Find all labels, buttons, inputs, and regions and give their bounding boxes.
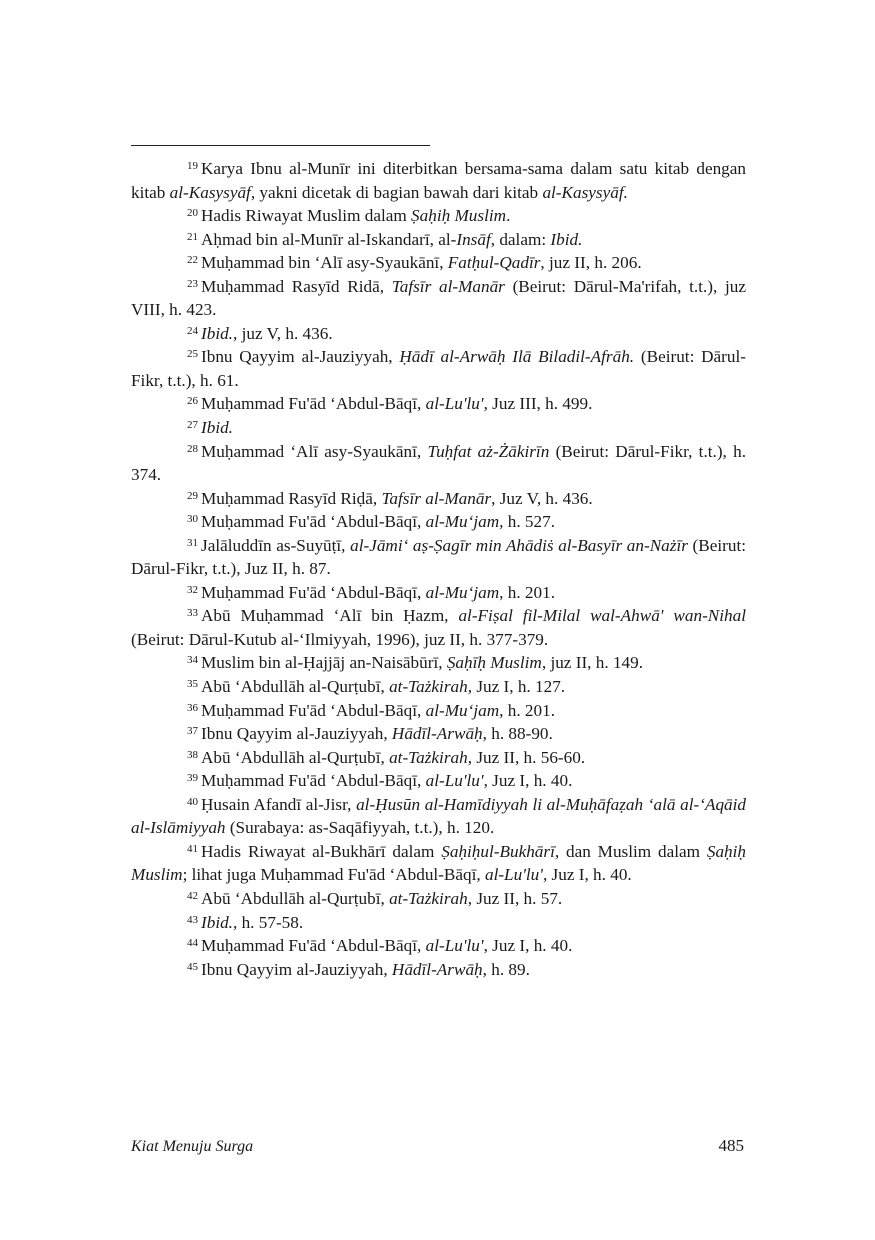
footnote-27 — [131, 416, 746, 440]
footnote-19 — [131, 157, 746, 204]
footnote-number: 33 — [187, 607, 198, 620]
footnote-number: 25 — [187, 348, 198, 361]
footnote-text: Muḥammad Fu'ād ‘Abdul-Bāqī, — [201, 700, 426, 720]
footnote-number: 27 — [187, 419, 198, 432]
footnote-42 — [131, 887, 746, 911]
footnote-28 — [131, 440, 746, 487]
footnote-title-italic: Tuḥfat aż-Żākirīn — [427, 441, 550, 461]
footnote-text: (Beirut: Dārul-Fikr, t.t.), h. 61. — [131, 347, 746, 390]
footnote-number: 37 — [187, 725, 198, 738]
footnote-text: , juz V, h. 436. — [232, 323, 333, 343]
footnote-text: Abū Muḥammad ‘Alī bin Ḥazm, — [201, 606, 459, 626]
footnote-text: (Beirut: Dārul-Ma'rifah, t.t.), juz VIII, h. 423. — [131, 276, 746, 320]
footnote-number: 36 — [187, 701, 198, 714]
footnote-25 — [131, 345, 746, 392]
footnote-number: 20 — [187, 207, 198, 220]
footnote-title-italic: Ibid. — [201, 323, 233, 343]
footnote-text: , Juz I, h. 40. — [542, 865, 632, 885]
footnote-title-italic: al-Ḥusūn al-Hamīdiyyah li al-Muḥāfaẓah ‘alā al-‘Aqāid al-Islāmiyyah — [131, 794, 746, 838]
footnote-text: Muḥammad Rasyīd Ridā, — [201, 276, 392, 296]
footnote-title-italic: Ibid. — [550, 229, 583, 249]
footnote-text: Muḥammad Fu'ād ‘Abdul-Bāqī, — [201, 394, 426, 414]
footnote-title-italic: al-Jāmi‘ aṣ-Ṣagīr min Ahādiṡ al-Basyīr an-Nażīr — [350, 535, 688, 555]
footnote-text: , Juz I, h. 127. — [467, 677, 566, 697]
footnote-text: , dan Muslim dalam — [554, 841, 707, 861]
footnote-number: 31 — [187, 536, 198, 549]
footnote-text: , Juz I, h. 40. — [483, 936, 573, 956]
footnote-text: , juz II, h. 206. — [540, 253, 642, 273]
footnote-title-italic: Tafsīr al-Manār — [381, 488, 492, 508]
footnote-text: Ḥusain Afandī al-Jisr, — [201, 794, 357, 814]
footnote-title-italic: Hādīl-Arwāḥ — [391, 959, 483, 979]
footnote-text: Muḥammad bin ‘Alī asy-Syaukānī, — [201, 253, 448, 273]
footnote-text: Muḥammad Fu'ād ‘Abdul-Bāqī, — [201, 582, 426, 602]
footnote-45 — [131, 958, 746, 982]
footnote-text: , juz II, h. 149. — [541, 653, 644, 673]
footnote-text: , dalam: — [490, 229, 551, 249]
footnote-41 — [131, 840, 746, 887]
footnote-title-italic: al-Lu'lu' — [484, 865, 543, 885]
footnote-number: 29 — [187, 489, 198, 502]
footnote-text: , h. 201. — [499, 700, 555, 720]
footnote-text: Muḥammad Rasyīd Riḍā, — [201, 488, 382, 508]
footnote-number: 24 — [187, 324, 198, 337]
footnote-40 — [131, 793, 746, 840]
footnote-text: , Juz II, h. 57. — [467, 888, 563, 908]
footnote-text: Aḥmad bin al-Munīr al-Iskandarī, al- — [201, 229, 457, 249]
footnote-29 — [131, 487, 746, 511]
footnote-title-italic: Ibid. — [201, 418, 233, 438]
footnote-text: , Juz III, h. 499. — [483, 394, 593, 414]
footnote-title-italic: al-Mu‘jam — [425, 582, 500, 602]
footnote-number: 32 — [187, 583, 198, 596]
footnote-24 — [131, 322, 746, 346]
footnote-number: 28 — [187, 442, 198, 455]
footnote-31 — [131, 534, 746, 581]
footnote-title-italic: Insāf — [456, 229, 491, 249]
footnote-43 — [131, 911, 746, 935]
footnote-text: yakni dicetak di bagian bawah dari kitab — [255, 182, 543, 202]
footnote-text: Ibnu Qayyim al-Jauziyyah, — [201, 724, 392, 744]
footnote-text: Ibnu Qayyim al-Jauziyyah, — [201, 959, 392, 979]
footnote-text: Abū ‘Abdullāh al-Qurṭubī, — [201, 677, 390, 697]
footnote-number: 35 — [187, 678, 198, 691]
footnote-text: , h. 89. — [482, 959, 530, 979]
footnote-number: 45 — [187, 960, 198, 973]
footnote-26 — [131, 392, 746, 416]
footnote-number: 34 — [187, 654, 198, 667]
footnote-number: 44 — [187, 937, 198, 950]
footnote-title-italic: al-Mu‘jam — [425, 700, 500, 720]
footnote-separator — [131, 145, 430, 146]
footnote-text: Muḥammad ‘Alī asy-Syaukānī, — [201, 441, 428, 461]
footnote-title-italic: at-Tażkirah — [389, 747, 468, 767]
footnote-text: Muḥammad Fu'ād ‘Abdul-Bāqī, — [201, 936, 426, 956]
footnote-text: (Surabaya: as-Saqāfiyyah, t.t.), h. 120. — [225, 818, 495, 838]
footnote-title-italic: Ṣaḥiḥ Muslim — [411, 206, 507, 226]
footnote-36 — [131, 699, 746, 723]
footnote-20 — [131, 204, 746, 228]
footnote-number: 39 — [187, 772, 198, 785]
footnotes-list — [131, 157, 746, 981]
footnote-text: Jalāluddīn as-Suyūṭī, — [201, 535, 351, 555]
footnote-number: 40 — [187, 795, 198, 808]
footnote-text: , Juz V, h. 436. — [491, 488, 593, 508]
footnote-37 — [131, 722, 746, 746]
footnote-text: Ibnu Qayyim al-Jauziyyah, — [201, 347, 400, 367]
footnote-text: Muḥammad Fu'ād ‘Abdul-Bāqī, — [201, 771, 426, 791]
footnote-23 — [131, 275, 746, 322]
footnote-text: , h. 201. — [499, 582, 555, 602]
footnote-text: , h. 88-90. — [482, 724, 553, 744]
footnote-title-italic: al-Lu'lu' — [425, 771, 484, 791]
footnote-title-italic: Ṣaḥīḥ Muslim — [446, 653, 542, 673]
footnote-title-italic: Ṣaḥiḥ Muslim — [131, 841, 746, 885]
footnote-text: Abū ‘Abdullāh al-Qurṭubī, — [201, 888, 390, 908]
footnote-text: . — [506, 206, 511, 226]
footnote-text: (Beirut: Dārul-Fikr, t.t.), h. 374. — [131, 441, 746, 485]
footnote-number: 43 — [187, 913, 198, 926]
footnote-44 — [131, 934, 746, 958]
footnote-text: ; lihat juga Muḥammad Fu'ād ‘Abdul-Bāqī, — [182, 865, 485, 885]
footnote-34 — [131, 651, 746, 675]
footnote-text: , Juz I, h. 40. — [483, 771, 573, 791]
footnote-number: 30 — [187, 513, 198, 526]
footnote-39 — [131, 769, 746, 793]
footnote-title-italic: Fatḥul-Qadīr — [447, 253, 541, 273]
footnote-title-italic: al-Lu'lu' — [425, 394, 484, 414]
footnote-30 — [131, 510, 746, 534]
footnote-text: Hadis Riwayat Muslim dalam — [201, 206, 412, 226]
footnote-text: Karya Ibnu al-Munīr ini diterbitkan bersama-sama dalam satu kitab dengan kitab — [131, 159, 746, 202]
footnote-number: 26 — [187, 395, 198, 408]
footnote-33 — [131, 604, 746, 651]
footnote-text: (Beirut: Dārul-Kutub al-‘Ilmiyyah, 1996), juz II, h. 377-379. — [131, 629, 549, 649]
footnote-text: Muḥammad Fu'ād ‘Abdul-Bāqī, — [201, 512, 426, 532]
footnote-title-italic: Ḥādī al-Arwāḥ Ilā Biladil-Afrāh. — [399, 347, 635, 367]
footnote-title-italic: Ṣaḥiḥul-Bukhārī — [441, 841, 555, 861]
footnote-number: 21 — [187, 230, 198, 243]
footnote-title-italic: at-Tażkirah — [389, 888, 468, 908]
footnote-title-italic: al-Kasysyāf. — [542, 182, 628, 202]
footnote-number: 42 — [187, 889, 198, 902]
footnote-38 — [131, 746, 746, 770]
footnote-22 — [131, 251, 746, 275]
footnote-title-italic: al-Kasysyāf, — [169, 182, 256, 202]
footnote-number: 22 — [187, 254, 198, 267]
footnote-text: Hadis Riwayat al-Bukhārī dalam — [201, 841, 442, 861]
footnote-text: h. 527. — [503, 512, 555, 532]
footnote-number: 23 — [187, 277, 198, 290]
running-footer-title: Kiat Menuju Surga — [131, 1138, 254, 1155]
footnote-title-italic: al-Lu'lu' — [425, 936, 484, 956]
page-number: 485 — [718, 1136, 744, 1155]
footnote-title-italic: al-Mu‘jam, — [425, 512, 504, 532]
footnote-35 — [131, 675, 746, 699]
footnote-number: 38 — [187, 748, 198, 761]
footnote-text: Abū ‘Abdullāh al-Qurṭubī, — [201, 747, 390, 767]
footnote-21 — [131, 228, 746, 252]
footnote-number: 41 — [187, 842, 198, 855]
footnote-title-italic: Ibid. — [201, 912, 233, 932]
footnote-text: Muslim bin al-Ḥajjāj an-Naisābūrī, — [201, 653, 447, 673]
footnote-title-italic: Hādīl-Arwāḥ — [391, 724, 483, 744]
footnote-number: 19 — [187, 160, 198, 172]
footnote-text: (Beirut: Dārul-Fikr, t.t.), Juz II, h. 87. — [131, 535, 746, 579]
footnote-title-italic: al-Fiṣal fil-Milal wal-Ahwā' wan-Nihal — [458, 606, 746, 626]
footnote-title-italic: at-Tażkirah — [389, 677, 468, 697]
footnote-32 — [131, 581, 746, 605]
footnote-text: , h. 57-58. — [232, 912, 304, 932]
footnote-text: , Juz II, h. 56-60. — [467, 747, 586, 767]
footnote-title-italic: Tafsīr al-Manār — [391, 276, 505, 296]
